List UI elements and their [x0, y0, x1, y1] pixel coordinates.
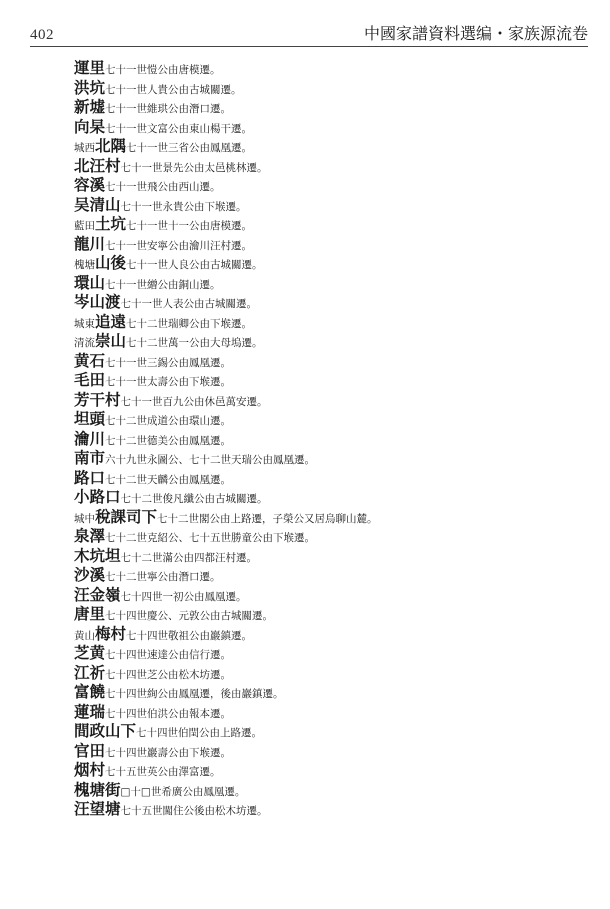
place-name: 稅課司下 — [95, 506, 158, 526]
migration-entry — [74, 780, 580, 800]
migration-note: 七十二世德美公由鳳凰遷。 — [105, 434, 232, 447]
place-name: 黄石 — [74, 350, 106, 370]
migration-note: 七十五世闖住公後由松木坊遷。 — [120, 805, 268, 817]
migration-note: 七十四世一初公由鳳凰遷。 — [120, 590, 247, 603]
migration-note: 七十一世十一公由唐模遷。 — [126, 220, 253, 232]
migration-entry — [74, 253, 580, 273]
migration-entry — [74, 331, 580, 351]
migration-entry — [74, 643, 580, 663]
migration-entry — [74, 468, 580, 488]
place-name: 南市 — [74, 448, 106, 467]
place-name: 容溪 — [74, 175, 106, 194]
locality-prefix: 城西 — [74, 142, 95, 154]
place-name: 坦頭 — [74, 409, 106, 428]
place-name: 新墟 — [74, 97, 106, 116]
locality-prefix: 槐塘 — [74, 259, 95, 271]
place-name: 梅村 — [95, 623, 127, 643]
locality-prefix: 黄山 — [74, 629, 95, 642]
place-name: 北隅 — [95, 136, 127, 155]
migration-note: 七十二世成道公由環山遷。 — [105, 415, 232, 427]
migration-note: 七十一世飛公由西山遷。 — [105, 181, 221, 193]
place-name: 瀹川 — [74, 428, 106, 448]
place-name: 芳干村 — [74, 389, 121, 409]
migration-entry — [74, 409, 580, 429]
migration-entry — [74, 312, 580, 332]
place-name: 吴清山 — [74, 194, 121, 214]
place-name: 官田 — [74, 740, 106, 760]
locality-prefix: 城東 — [74, 317, 95, 330]
migration-entry — [74, 234, 580, 254]
migration-entry — [74, 624, 580, 644]
migration-note: 七十二世克紹公、七十五世勝童公由下堠遷。 — [105, 532, 316, 544]
migration-note: 七十四世速達公由信行遷。 — [105, 649, 232, 661]
migration-entry — [74, 760, 580, 780]
locality-prefix: 城中 — [74, 512, 95, 525]
migration-note: 七十一世太壽公由下堠遷。 — [105, 376, 232, 388]
migration-note: 七十一世繒公由銅山遷。 — [105, 278, 221, 291]
migration-note: 六十九世永圖公、七十二世天瑞公由鳳凰遷。 — [105, 454, 316, 466]
migration-note: 七十二世閣公由上路遷，子榮公又居烏聊山麓。 — [157, 512, 378, 525]
migration-entry — [74, 682, 580, 702]
migration-note: 七十一世人貴公由古城關遷。 — [105, 83, 242, 96]
migration-entry — [74, 370, 580, 390]
place-name: 蓮瑞 — [74, 701, 106, 721]
place-name: 毛田 — [74, 370, 106, 389]
migration-entry — [74, 663, 580, 683]
migration-note: 七十二世俊凡纖公由古城關遷。 — [120, 493, 268, 505]
migration-entry — [74, 390, 580, 410]
running-title: 中國家譜資料選编・家族源流卷 — [363, 24, 588, 43]
page-number: 402 — [30, 27, 54, 43]
migration-note: 七十一世維珙公由潛口遷。 — [105, 103, 232, 115]
migration-note: 七十一世人良公由古城關遷。 — [126, 259, 263, 271]
migration-note: 七十一世三錫公由鳳凰遷。 — [105, 356, 232, 369]
page-header — [30, 18, 588, 44]
migration-note: 七十一世人表公由古城關遷。 — [120, 298, 258, 310]
place-name: 汪金嶺 — [74, 584, 121, 604]
migration-entry — [74, 97, 580, 117]
place-name: 路口 — [74, 467, 106, 487]
migration-note: 七十二世瑞卿公由下堠遷。 — [126, 317, 253, 330]
migration-note: 七十一世百九公由休邑萬安遷。 — [120, 395, 268, 408]
place-name: 汪望塘 — [74, 799, 121, 818]
migration-entry — [74, 117, 580, 137]
migration-entry — [74, 292, 580, 312]
migration-entry — [74, 429, 580, 449]
place-name: 烟村 — [74, 760, 106, 779]
migration-entry-list — [74, 58, 580, 819]
migration-entry — [74, 585, 580, 605]
header-divider — [30, 46, 588, 47]
place-name: 龍川 — [74, 233, 106, 253]
migration-entry — [74, 78, 580, 98]
migration-note: 七十四世芝公由松木坊遷。 — [105, 668, 232, 681]
migration-entry — [74, 273, 580, 293]
migration-note: 七十四世敬祖公由巖鎮遷。 — [126, 629, 253, 642]
migration-note: 七十一世景先公由太邑桃林遷。 — [120, 161, 268, 174]
migration-note: 七十一世愷公由唐模遷。 — [105, 64, 221, 76]
migration-note: 七十二世滿公由四都汪村遷。 — [120, 551, 258, 564]
migration-entry — [74, 721, 580, 741]
place-name: 唐里 — [74, 604, 106, 623]
migration-entry — [74, 741, 580, 761]
migration-entry — [74, 156, 580, 176]
migration-note: 七十四世絢公由鳳凰遷，後由巖鎮遷。 — [105, 688, 284, 700]
place-name: 間政山下 — [74, 721, 137, 740]
place-name: 山後 — [95, 253, 127, 272]
migration-note: 七十二世寧公由潛口遷。 — [105, 571, 221, 583]
migration-entry — [74, 702, 580, 722]
place-name: 向杲 — [74, 116, 106, 136]
place-name: 北汪村 — [74, 155, 121, 175]
place-name: 運里 — [74, 58, 106, 77]
place-name: 泉澤 — [74, 526, 106, 545]
place-name: 洪坑 — [74, 77, 106, 97]
migration-entry — [74, 507, 580, 527]
migration-note: □十□世希廣公由鳳凰遷。 — [120, 785, 246, 798]
locality-prefix: 藍田 — [74, 220, 95, 232]
migration-note: 七十一世文富公由東山楊干遷。 — [105, 122, 253, 135]
migration-entry — [74, 487, 580, 507]
migration-note: 七十二世天麟公由鳳凰遷。 — [105, 473, 232, 486]
place-name: 富饒 — [74, 682, 106, 701]
place-name: 沙溪 — [74, 565, 106, 584]
migration-entry — [74, 546, 580, 566]
place-name: 追遠 — [95, 311, 127, 331]
locality-prefix: 清流 — [74, 337, 95, 349]
migration-entry — [74, 136, 580, 156]
migration-note: 七十一世安寧公由瀹川汪村遷。 — [105, 239, 253, 252]
migration-entry — [74, 351, 580, 371]
migration-note: 七十四世慶公、元敦公由古城關遷。 — [105, 610, 274, 622]
migration-note: 七十二世萬一公由大母塢遷。 — [126, 337, 263, 349]
migration-entry — [74, 448, 580, 468]
place-name: 江祈 — [74, 662, 106, 682]
migration-entry — [74, 214, 580, 234]
place-name: 岑山渡 — [74, 292, 121, 311]
migration-entry — [74, 526, 580, 546]
place-name: 環山 — [74, 272, 106, 292]
migration-entry — [74, 799, 580, 819]
migration-note: 七十四世伯閏公由上路遷。 — [136, 727, 263, 739]
migration-entry — [74, 565, 580, 585]
place-name: 芝黄 — [74, 643, 106, 662]
place-name: 崇山 — [95, 331, 127, 350]
place-name: 槐塘街 — [74, 779, 121, 799]
migration-note: 七十四世巖壽公由下堠遷。 — [105, 746, 232, 759]
migration-entry — [74, 195, 580, 215]
migration-note: 七十四世伯洪公由報本遷。 — [105, 707, 232, 720]
place-name: 小路口 — [74, 487, 121, 506]
migration-entry — [74, 604, 580, 624]
place-name: 土坑 — [95, 214, 127, 233]
migration-entry — [74, 58, 580, 78]
migration-entry — [74, 175, 580, 195]
place-name: 木坑坦 — [74, 545, 121, 565]
migration-note: 七十一世永貴公由下堠遷。 — [120, 200, 247, 213]
migration-note: 七十五世英公由澤富遷。 — [105, 766, 221, 778]
migration-note: 七十一世三省公由鳳凰遷。 — [126, 142, 253, 154]
